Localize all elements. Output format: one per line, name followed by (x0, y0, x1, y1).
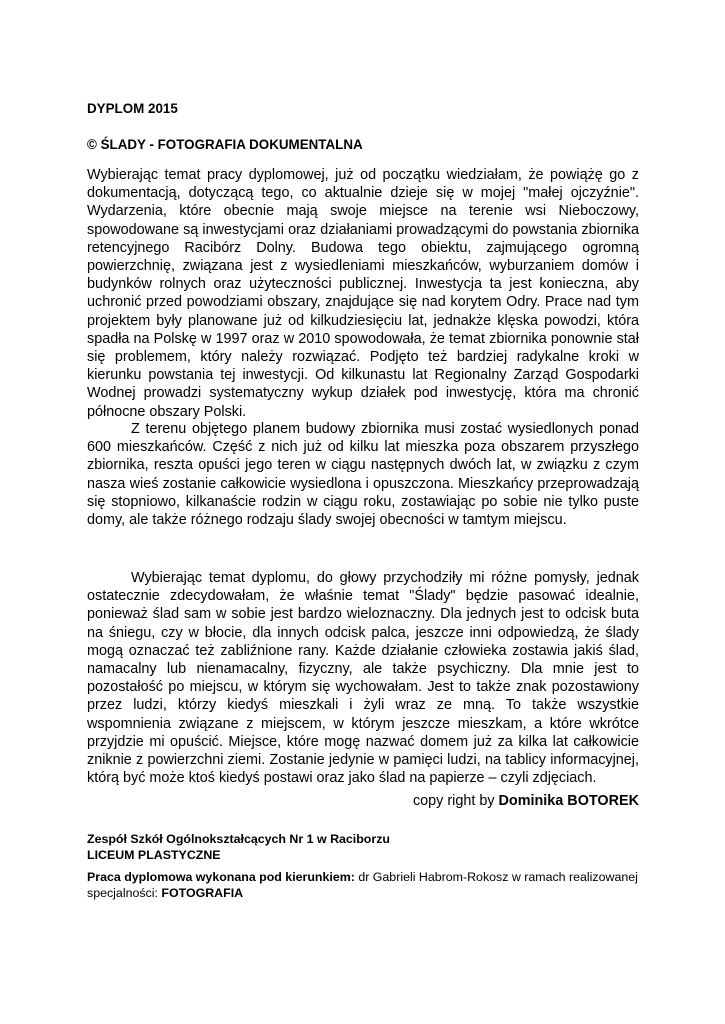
paragraph-1: Wybierając temat pracy dyplomowej, już od początku wiedziałam, że powiążę go z dokumentacją, dotyczącą tego, co aktualnie dzieje się w mojej "małej ojczyźnie". Wydarzenia, które obecnie mają swoje miejsce na terenie wsi Nieboczowy, spowodowane są inwestycjami oraz działaniami prowadzącymi do powstania zbiornika retencyjnego Racibórz Dolny. Budowa tego obiektu, zajmującego ogromną powierzchnię, związana jest z wysiedleniami mieszkańców, wyburzaniem domów i budynków rolnych oraz użyteczności publicznej. Inwestycja ta jest konieczna, aby uchronić przed powodziami obszary, znajdujące się nad korytem Odry. Prace nad tym projektem były planowane już od kilkudziesięciu lat, jednakże klęska powodzi, która spadła na Polskę w 1997 oraz w 2010 spowodowała, że temat zbiornika ponownie stał się problemem, który należy rozwiązać. Podjęto też bardziej radykalne kroki w kierunku powstania tej inwestycji. Od kilkunastu lat Regionalny Zarząd Gospodarki Wodnej prowadzi systematyczny wykup działek pod inwestycję, która ma chronić północne obszary Polski. (87, 167, 639, 420)
document-title: DYPLOM 2015 (87, 101, 178, 116)
copyright-line (413, 793, 639, 809)
paragraph-2: Z terenu objętego planem budowy zbiornika musi zostać wysiedlonych ponad 600 mieszkańców. Część z nich już od kilku lat mieszka poza obszarem przyszłego zbiornika, reszta opuści jego teren w ciągu następnych dwóch lat, w związku z czym nasza wieś zostanie całkowicie wysiedlona i opuszczona. Mieszkańcy przeprowadzają się stopniowo, kilkanaście rodzin w ciągu roku, zostawiając po sobie nie tylko puste domy, ale także różnego rodzaju ślady swojej obecności w tamtym miejscu. (87, 421, 639, 529)
school-department: LICEUM PLASTYCZNE (87, 848, 221, 862)
paragraph-3: Wybierając temat dyplomu, do głowy przychodziły mi różne pomysły, jednak ostatecznie zdecydowałam, że właśnie temat "Ślady" będzie pasować idealnie, ponieważ ślad sam w sobie jest bardzo wieloznaczny. Dla jednych jest to odcisk buta na śniegu, czy w błocie, dla innych odcisk palca, jeszcze inni odpowiedzą, że ślady mogą oznaczać też zabliźnione rany. Każde działanie człowieka zostawia jakiś ślad, namacalny lub nienamacalny, fizyczny, ale także psychiczny. Dla mnie jest to pozostałość po miejscu, w którym się wychowałam. Jest to także znak pozostawiony przez ludzi, którzy kiedyś mieszkali i żyli wraz ze mną. To także wszystkie wspomnienia związane z miejscem, w którym jeszcze mieszkam, a które wkrótce przyjdzie mi opuścić. Miejsce, które mogę nazwać domem już za kilka lat całkowicie zniknie z powierzchni ziemi. Zostanie jedynie w pamięci ludzi, na tablicy informacyjnej, którą być może ktoś kiedyś postawi oraz jako ślad na papierze – czyli zdjęciach. (87, 570, 639, 787)
specialty: FOTOGRAFIA (161, 886, 244, 900)
school-name: Zespół Szkół Ogólnokształcących Nr 1 w Raciborzu (87, 832, 390, 846)
copyright-prefix: copy right by (412, 793, 495, 809)
supervision-label: Praca dyplomowa wykonana pod kierunkiem: (87, 870, 355, 884)
paragraph-3-block (87, 569, 639, 787)
author-name: Dominika BOTOREK (498, 793, 639, 809)
supervisor-text: dr Gabrieli Habrom-Rokosz w ramach realizowanej specjalności: (87, 870, 638, 900)
paragraph-2-block (87, 420, 639, 529)
supervision-block (87, 869, 639, 901)
school-block (87, 831, 390, 863)
paragraph-1-block (87, 166, 639, 421)
document-subtitle: © ŚLADY - FOTOGRAFIA DOKUMENTALNA (87, 137, 363, 152)
